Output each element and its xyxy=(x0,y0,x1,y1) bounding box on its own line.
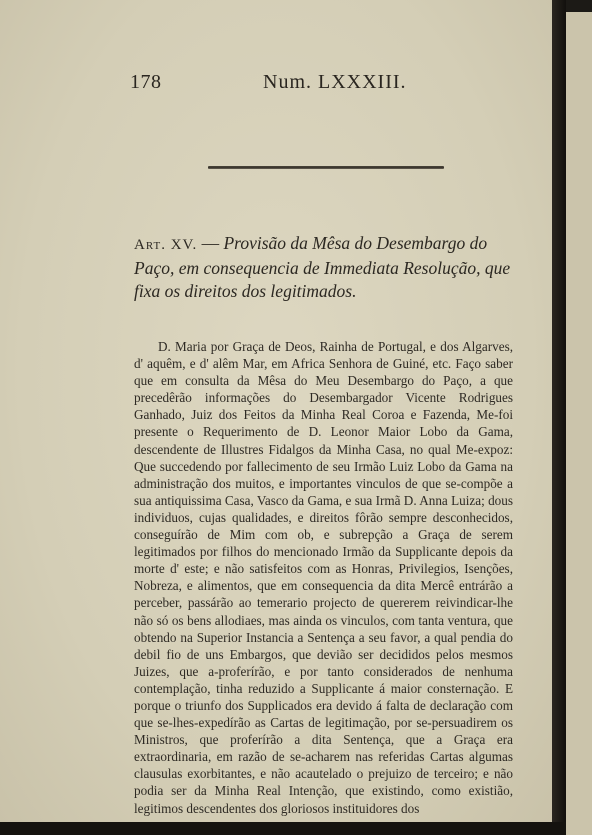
running-header xyxy=(0,71,552,97)
article-heading: Provisão da Mêsa do Desembargo do Paço, em consequencia de Immediata Resolução, que fixa os direitos dos legitimados. xyxy=(134,233,511,301)
body-paragraph: D. Maria por Graça de Deos, Rainha de Portugal, e dos Algarves, d' aquêm, e d' alêm Mar, em Africa Senhora de Guiné, etc. Faço saber que em consulta da Mêsa do Meu Desembargo do Paço, a que precedêrão informações do Desembargador Vicente Rodrigues Ganhado, Juiz dos Feitos da Minha Real Coroa e Fazenda, Me-foi presente o Requerimento de D. Leonor Maior Lobo da Gama, descendente de Illustres Fidalgos da Minha Casa, no qual Me-expoz: Que succedendo por fallecimento de seu Irmão Luiz Lobo da Gama na administração dos muitos, e importantes vinculos de que se-compõe a sua antiquissima Casa, Vasco da Gama, e sua Irmã D. Anna Luiza; dous individuos, cujas qualidades, e direitos fôrão sempre desconhecidos, conseguírão de Mim com ob, e subrepção a Graça de serem legitimados por filhos do mencionado Irmão da Supplicante depois da morte d' este; e não satisfeitos com as Honras, Privilegios, Isenções, Nobreza, e alimentos, que em consequencia da dita Mercê entrárão a perceber, passárão ao temerario projecto de quererem reivindicar-lhe não só os bens allodiaes, mas ainda os vinculos, com tanta ventura, que obtendo na Superior Instancia a Sentença a seu favor, a qual pendia do debil fio de uns Embargos, que devião ser decididos pelos mesmos Juizes, que a-proferírão, e por tanto considerados de nenhuma contemplação, tinha reduzido a Supplicante á maior consternação. E porque o triunfo dos Supplicados era devido á falta de declaração com que se-lhes-expedírão as Cartas de legitimação, por se-persuadirem os Ministros, que proferírão a dita Sentença, que a Graça era extraordinaria, em razão de se-acharem nas referidas Cartas algumas clausulas exorbitantes, e não acautelado o prejuizo de terceiro; e não podia ser da Minha Real Intenção, que existindo, como existião, legitimos descendentes dos gloriosos instituidores dos xyxy=(134,339,513,816)
book-gutter xyxy=(552,0,566,835)
running-title: Num. LXXXIII. xyxy=(263,71,407,93)
scan-border xyxy=(0,822,566,835)
article-heading-block xyxy=(134,232,522,303)
article-label: Art. XV. xyxy=(134,237,198,253)
ornamental-rule xyxy=(208,166,444,169)
facing-page-edge xyxy=(566,12,592,835)
page-number: 178 xyxy=(130,71,162,93)
article-dash: — xyxy=(201,233,220,253)
